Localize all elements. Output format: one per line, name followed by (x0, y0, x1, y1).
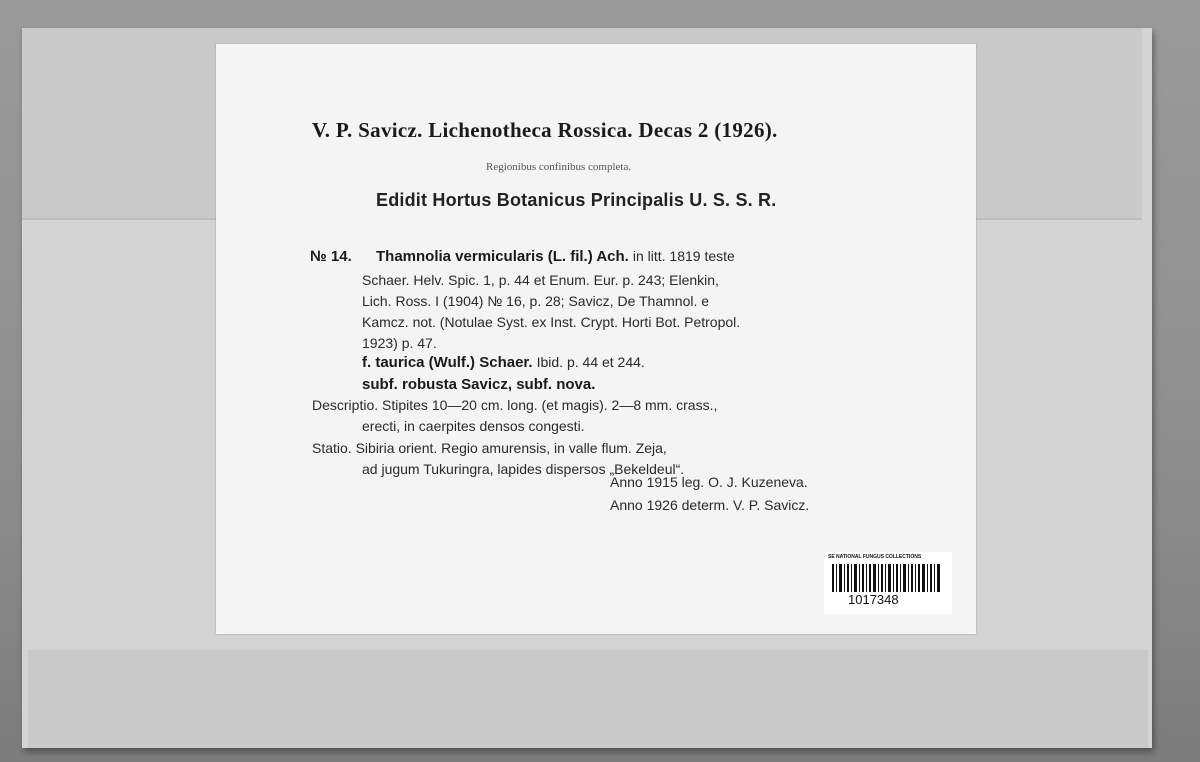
forma-name: f. taurica (Wulf.) Schaer. (362, 354, 533, 371)
packet-lower-fold (28, 650, 1148, 748)
subforma-line: subf. robusta Savicz, subf. nova. (362, 376, 596, 393)
species-name: Thamnolia vermicularis (L. fil.) Ach. (376, 248, 629, 265)
entry-number: № 14. (310, 248, 352, 265)
barcode-header: SE NATIONAL FUNGUS COLLECTIONS (828, 554, 922, 560)
barcode-label (824, 552, 952, 614)
barcode-bars (832, 564, 942, 592)
entry-line3: Lich. Ross. I (1904) № 16, p. 28; Savicz, De Thamnol. e (362, 293, 710, 309)
label-publisher: Edidit Hortus Botanicus Principalis U. S. S. R. (376, 190, 777, 210)
entry-line2: Schaer. Helv. Spic. 1, p. 44 et Enum. Eur. p. 243; Elenkin, (362, 272, 719, 288)
label-subtitle: Regionibus confinibus completa. (486, 161, 632, 173)
forma-rest: Ibid. p. 44 et 244. (536, 354, 645, 370)
label-title: V. P. Savicz. Lichenotheca Rossica. Decas 2 (1926). (312, 118, 778, 142)
statio-line1: Statio. Sibiria orient. Regio amurensis, in valle flum. Zeja, (312, 440, 667, 456)
specimen-label (216, 44, 976, 634)
entry-line1-rest: in litt. 1819 teste (632, 248, 735, 264)
collection-determ: Anno 1926 determ. V. P. Savicz. (610, 497, 810, 513)
description-line1: Descriptio. Stipites 10—20 cm. long. (et magis). 2—8 mm. crass., (312, 397, 718, 413)
entry-line4: Kamcz. not. (Notulae Syst. ex Inst. Crypt. Horti Bot. Petropol. (362, 314, 741, 330)
description-line2: erecti, in caerpites densos congesti. (362, 418, 585, 434)
statio-line2: ad jugum Tukuringra, lapides dispersos „Bekeldeul“. (362, 461, 685, 477)
forma-line (362, 354, 645, 372)
barcode-number: 1017348 (848, 592, 899, 607)
entry-line5: 1923) p. 47. (362, 335, 437, 351)
collection-leg: Anno 1915 leg. O. J. Kuzeneva. (610, 474, 808, 490)
entry-heading (376, 248, 735, 266)
